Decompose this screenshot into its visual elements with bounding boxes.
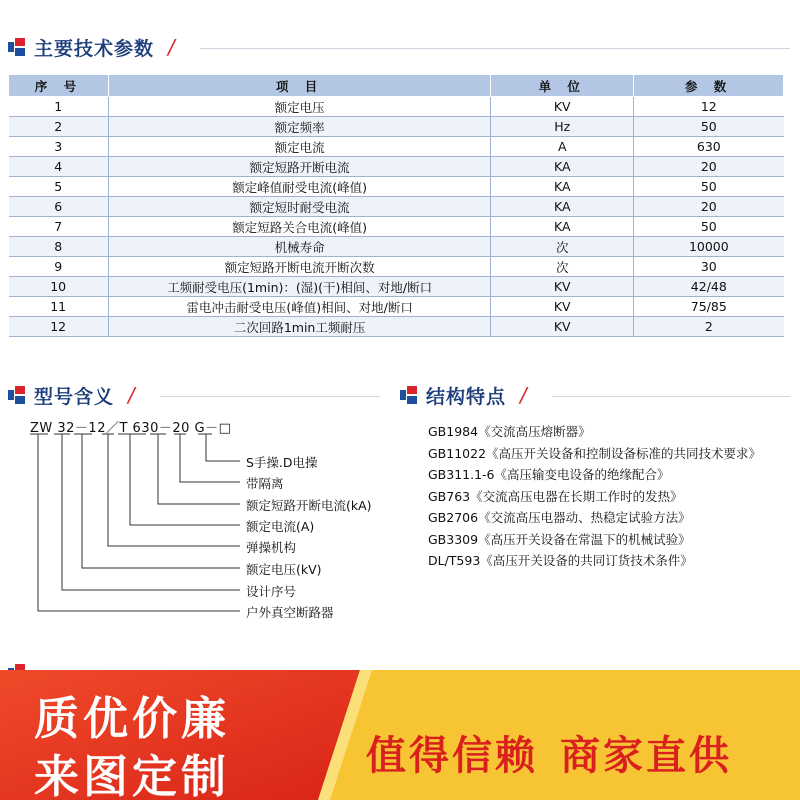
standard-item: GB11022《高压开关设备和控制设备标准的共同技术要求》 [428,445,762,461]
slash-icon: / [128,383,135,407]
table-cell: 42/48 [634,277,784,297]
table-cell: 额定电流 [108,137,490,157]
table-cell: 额定短路关合电流(峰值) [108,217,490,237]
leader-line [82,434,240,568]
table-cell: 5 [9,177,109,197]
section-title: 型号含义 [34,385,115,408]
table-cell: 7 [9,217,109,237]
legend-label: 弹操机构 [246,540,297,555]
section-title: 主要技术参数 [34,37,155,60]
table-cell: 2 [634,317,784,337]
table-cell: 30 [634,257,784,277]
table-cell: 10 [9,277,109,297]
section-title: 结构特点 [426,385,507,408]
promo-banner [0,670,800,800]
table-cell: KA [491,217,634,237]
model-code: ZW 32－12／T 630－20 G－□ [30,421,232,436]
table-cell: KA [491,197,634,217]
table-cell: 额定电压 [108,97,490,117]
leader-line [108,434,240,546]
table-cell: 额定短路开断电流 [108,157,490,177]
table-header-cell: 单 位 [491,75,634,97]
legend-label: S手操.D电操 [246,455,318,470]
table-cell: A [491,137,634,157]
legend-label: 带隔离 [246,476,284,491]
leader-line [158,434,240,504]
table-cell: 75/85 [634,297,784,317]
table-cell: 次 [491,237,634,257]
table-cell: 额定峰值耐受电流(峰值) [108,177,490,197]
banner-slogan: 值得信赖 [366,733,538,779]
leader-line [206,434,240,461]
table-cell: 20 [634,157,784,177]
table-cell: 额定频率 [108,117,490,137]
leader-line [180,434,240,482]
table-cell: 20 [634,197,784,217]
banner-line: 来图定制 [34,750,231,800]
table-cell: 10000 [634,237,784,257]
table-cell: 50 [634,177,784,197]
slash-icon: / [168,35,175,59]
table-cell: KA [491,177,634,197]
table-cell: 二次回路1min工频耐压 [108,317,490,337]
table-cell: 1 [9,97,109,117]
table-cell: KV [491,317,634,337]
table-header-cell: 项 目 [108,75,490,97]
table-cell: KA [491,157,634,177]
table-cell: KV [491,277,634,297]
legend-label: 户外真空断路器 [246,605,334,620]
banner-slogan: 商家直供 [560,733,732,779]
standard-item: GB311.1-6《高压输变电设备的绝缘配合》 [428,467,670,482]
leader-line [62,434,240,590]
table-cell: KV [491,297,634,317]
table-cell: 额定短路开断电流开断次数 [108,257,490,277]
table-cell: 工频耐受电压(1min)：(湿)(干)相间、对地/断口 [108,277,490,297]
banner-line: 质优价廉 [34,692,231,745]
table-cell: 50 [634,117,784,137]
legend-label: 设计序号 [246,584,297,599]
table-cell: 机械寿命 [108,237,490,257]
standard-item: GB763《交流高压电器在长期工作时的发热》 [428,488,683,504]
standard-item: DL/T593《高压开关设备的共同订货技术条件》 [428,553,693,568]
table-cell: 12 [9,317,109,337]
table-cell: 3 [9,137,109,157]
standard-item: GB2706《交流高压电器动、热稳定试验方法》 [428,510,691,525]
standard-item: GB3309《高压开关设备在常温下的机械试验》 [428,531,691,547]
table-cell: 8 [9,237,109,257]
table-cell: 4 [9,157,109,177]
table-cell: 11 [9,297,109,317]
table-cell: 12 [634,97,784,117]
table-cell: 额定短时耐受电流 [108,197,490,217]
table-cell: 630 [634,137,784,157]
table-cell: 9 [9,257,109,277]
table-cell: 雷电冲击耐受电压(峰值)相间、对地/断口 [108,297,490,317]
banner-right-text [366,724,754,781]
table-cell: 2 [9,117,109,137]
standard-item: GB1984《交流高压熔断器》 [428,424,591,439]
table-header-cell: 参 数 [634,75,784,97]
leader-line [130,434,240,525]
legend-label: 额定电压(kV) [246,562,322,577]
table-cell: 50 [634,217,784,237]
table-cell: KV [491,97,634,117]
table-cell: 6 [9,197,109,217]
legend-label: 额定电流(A) [246,519,315,534]
slash-icon: / [520,383,527,407]
table-cell: Hz [491,117,634,137]
table-cell: 次 [491,257,634,277]
table-header-cell: 序 号 [9,75,109,97]
legend-label: 额定短路开断电流(kA) [246,498,372,513]
banner-left-text [34,690,230,800]
